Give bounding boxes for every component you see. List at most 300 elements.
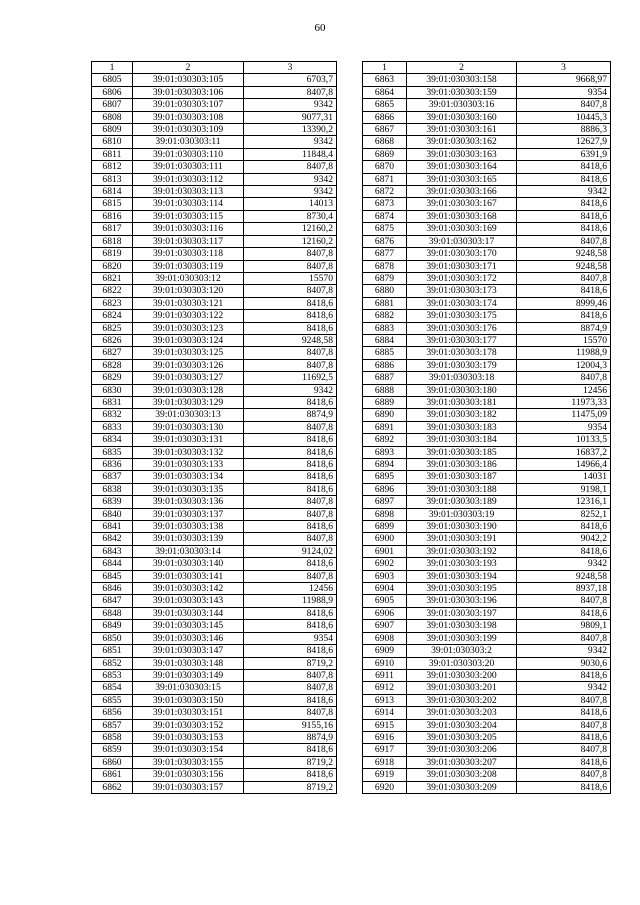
cadastral-number-cell: 39:01:030303:111	[133, 161, 244, 173]
value-cell: 14031	[517, 471, 611, 483]
left-table-body	[92, 62, 337, 794]
row-number-cell: 6863	[363, 74, 407, 86]
value-cell: 8407,8	[244, 508, 337, 520]
value-cell: 8418,6	[244, 744, 337, 756]
cadastral-number-cell: 39:01:030303:174	[407, 297, 517, 309]
table-row	[363, 347, 611, 359]
cadastral-number-cell: 39:01:030303:206	[407, 744, 517, 756]
value-cell: 8418,6	[517, 781, 611, 793]
row-number-cell: 6889	[363, 396, 407, 408]
value-cell: 8874,9	[244, 409, 337, 421]
cadastral-number-cell: 39:01:030303:209	[407, 781, 517, 793]
cadastral-number-cell: 39:01:030303:123	[133, 322, 244, 334]
row-number-cell: 6876	[363, 235, 407, 247]
cadastral-number-cell: 39:01:030303:160	[407, 111, 517, 123]
cadastral-number-cell: 39:01:030303:162	[407, 136, 517, 148]
value-cell: 9342	[517, 682, 611, 694]
table-row	[92, 545, 337, 557]
table-row	[92, 148, 337, 160]
cadastral-number-cell: 39:01:030303:152	[133, 719, 244, 731]
cadastral-number-cell: 39:01:030303:195	[407, 583, 517, 595]
row-number-cell: 6852	[92, 657, 133, 669]
table-row	[363, 124, 611, 136]
cadastral-number-cell: 39:01:030303:172	[407, 272, 517, 284]
table-row	[92, 707, 337, 719]
value-cell: 9342	[244, 186, 337, 198]
table-row	[92, 682, 337, 694]
cadastral-number-cell: 39:01:030303:119	[133, 260, 244, 272]
table-row	[363, 235, 611, 247]
row-number-cell: 6880	[363, 285, 407, 297]
value-cell: 9342	[517, 558, 611, 570]
cadastral-number-cell: 39:01:030303:163	[407, 148, 517, 160]
right-table	[362, 61, 611, 794]
value-cell: 8418,6	[244, 297, 337, 309]
table-row	[92, 124, 337, 136]
value-cell: 8418,6	[244, 645, 337, 657]
row-number-cell: 6807	[92, 99, 133, 111]
table-row	[363, 744, 611, 756]
table-row	[92, 521, 337, 533]
row-number-cell: 6843	[92, 545, 133, 557]
table-row	[92, 421, 337, 433]
header-cell-3: 3	[244, 62, 337, 74]
cadastral-number-cell: 39:01:030303:196	[407, 595, 517, 607]
cadastral-number-cell: 39:01:030303:136	[133, 496, 244, 508]
cadastral-number-cell: 39:01:030303:181	[407, 396, 517, 408]
cadastral-number-cell: 39:01:030303:178	[407, 347, 517, 359]
row-number-cell: 6907	[363, 620, 407, 632]
cadastral-number-cell: 39:01:030303:141	[133, 570, 244, 582]
row-number-cell: 6844	[92, 558, 133, 570]
value-cell: 6703,7	[244, 74, 337, 86]
cadastral-number-cell: 39:01:030303:189	[407, 496, 517, 508]
cadastral-number-cell: 39:01:030303:187	[407, 471, 517, 483]
value-cell: 9030,6	[517, 657, 611, 669]
table-row	[363, 248, 611, 260]
row-number-cell: 6874	[363, 210, 407, 222]
table-row	[92, 483, 337, 495]
cadastral-number-cell: 39:01:030303:155	[133, 756, 244, 768]
table-row	[92, 111, 337, 123]
table-row	[92, 322, 337, 334]
row-number-cell: 6866	[363, 111, 407, 123]
row-number-cell: 6819	[92, 248, 133, 260]
cadastral-number-cell: 39:01:030303:129	[133, 396, 244, 408]
table-row	[363, 384, 611, 396]
cadastral-number-cell: 39:01:030303:121	[133, 297, 244, 309]
value-cell: 9354	[517, 86, 611, 98]
header-cell-2: 2	[407, 62, 517, 74]
table-row	[92, 694, 337, 706]
value-cell: 12456	[517, 384, 611, 396]
table-row	[92, 669, 337, 681]
row-number-cell: 6898	[363, 508, 407, 520]
row-number-cell: 6908	[363, 632, 407, 644]
row-number-cell: 6834	[92, 434, 133, 446]
value-cell: 9354	[244, 632, 337, 644]
row-number-cell: 6829	[92, 372, 133, 384]
value-cell: 8407,8	[244, 707, 337, 719]
cadastral-number-cell: 39:01:030303:203	[407, 707, 517, 719]
table-row	[92, 186, 337, 198]
table-row	[92, 396, 337, 408]
cadastral-number-cell: 39:01:030303:184	[407, 434, 517, 446]
cadastral-number-cell: 39:01:030303:171	[407, 260, 517, 272]
header-cell-1: 1	[92, 62, 133, 74]
value-cell: 9077,31	[244, 111, 337, 123]
table-row	[92, 645, 337, 657]
table-row	[92, 496, 337, 508]
table-row	[363, 707, 611, 719]
cadastral-number-cell: 39:01:030303:11	[133, 136, 244, 148]
value-cell: 12160,2	[244, 235, 337, 247]
table-row	[363, 607, 611, 619]
value-cell: 9354	[517, 421, 611, 433]
cadastral-number-cell: 39:01:030303:132	[133, 446, 244, 458]
cadastral-number-cell: 39:01:030303:110	[133, 148, 244, 160]
table-row	[363, 434, 611, 446]
table-row	[363, 334, 611, 346]
table-row	[92, 235, 337, 247]
cadastral-number-cell: 39:01:030303:167	[407, 198, 517, 210]
row-number-cell: 6847	[92, 595, 133, 607]
cadastral-number-cell: 39:01:030303:149	[133, 669, 244, 681]
row-number-cell: 6836	[92, 459, 133, 471]
cadastral-number-cell: 39:01:030303:194	[407, 570, 517, 582]
table-row	[363, 372, 611, 384]
value-cell: 8407,8	[244, 496, 337, 508]
cadastral-number-cell: 39:01:030303:208	[407, 769, 517, 781]
table-row	[92, 384, 337, 396]
header-cell-2: 2	[133, 62, 244, 74]
row-number-cell: 6861	[92, 769, 133, 781]
table-row	[363, 260, 611, 272]
row-number-cell: 6856	[92, 707, 133, 719]
cadastral-number-cell: 39:01:030303:191	[407, 533, 517, 545]
cadastral-number-cell: 39:01:030303:139	[133, 533, 244, 545]
table-row	[363, 86, 611, 98]
row-number-cell: 6858	[92, 731, 133, 743]
cadastral-number-cell: 39:01:030303:15	[133, 682, 244, 694]
value-cell: 9155,16	[244, 719, 337, 731]
row-number-cell: 6828	[92, 359, 133, 371]
row-number-cell: 6911	[363, 669, 407, 681]
row-number-cell: 6868	[363, 136, 407, 148]
value-cell: 9668,97	[517, 74, 611, 86]
table-row	[92, 744, 337, 756]
cadastral-number-cell: 39:01:030303:105	[133, 74, 244, 86]
value-cell: 8719,2	[244, 781, 337, 793]
value-cell: 8407,8	[517, 99, 611, 111]
cadastral-number-cell: 39:01:030303:145	[133, 620, 244, 632]
table-row	[363, 421, 611, 433]
row-number-cell: 6864	[363, 86, 407, 98]
table-row	[92, 731, 337, 743]
value-cell: 8407,8	[244, 570, 337, 582]
row-number-cell: 6894	[363, 459, 407, 471]
table-row	[363, 508, 611, 520]
row-number-cell: 6883	[363, 322, 407, 334]
value-cell: 8407,8	[517, 694, 611, 706]
row-number-cell: 6918	[363, 756, 407, 768]
cadastral-number-cell: 39:01:030303:168	[407, 210, 517, 222]
value-cell: 9809,1	[517, 620, 611, 632]
cadastral-number-cell: 39:01:030303:116	[133, 223, 244, 235]
table-row	[363, 446, 611, 458]
row-number-cell: 6881	[363, 297, 407, 309]
row-number-cell: 6891	[363, 421, 407, 433]
table-row	[92, 359, 337, 371]
cadastral-number-cell: 39:01:030303:175	[407, 310, 517, 322]
row-number-cell: 6831	[92, 396, 133, 408]
cadastral-number-cell: 39:01:030303:117	[133, 235, 244, 247]
cadastral-number-cell: 39:01:030303:169	[407, 223, 517, 235]
cadastral-number-cell: 39:01:030303:108	[133, 111, 244, 123]
row-number-cell: 6808	[92, 111, 133, 123]
cadastral-number-cell: 39:01:030303:118	[133, 248, 244, 260]
row-number-cell: 6909	[363, 645, 407, 657]
table-row	[92, 533, 337, 545]
value-cell: 8407,8	[244, 533, 337, 545]
header-cell-3: 3	[517, 62, 611, 74]
row-number-cell: 6896	[363, 483, 407, 495]
table-row	[363, 111, 611, 123]
cadastral-number-cell: 39:01:030303:134	[133, 471, 244, 483]
cadastral-number-cell: 39:01:030303:133	[133, 459, 244, 471]
row-number-cell: 6820	[92, 260, 133, 272]
row-number-cell: 6886	[363, 359, 407, 371]
value-cell: 8407,8	[244, 347, 337, 359]
cadastral-number-cell: 39:01:030303:198	[407, 620, 517, 632]
table-row	[363, 210, 611, 222]
cadastral-number-cell: 39:01:030303:186	[407, 459, 517, 471]
table-row	[92, 86, 337, 98]
cadastral-number-cell: 39:01:030303:114	[133, 198, 244, 210]
row-number-cell: 6872	[363, 186, 407, 198]
row-number-cell: 6873	[363, 198, 407, 210]
page-number: 60	[314, 22, 326, 34]
value-cell: 12316,1	[517, 496, 611, 508]
row-number-cell: 6875	[363, 223, 407, 235]
cadastral-number-cell: 39:01:030303:125	[133, 347, 244, 359]
cadastral-number-cell: 39:01:030303:193	[407, 558, 517, 570]
cadastral-number-cell: 39:01:030303:146	[133, 632, 244, 644]
row-number-cell: 6902	[363, 558, 407, 570]
cadastral-number-cell: 39:01:030303:154	[133, 744, 244, 756]
cadastral-number-cell: 39:01:030303:18	[407, 372, 517, 384]
row-number-cell: 6838	[92, 483, 133, 495]
table-row	[92, 583, 337, 595]
value-cell: 8418,6	[244, 471, 337, 483]
value-cell: 8418,6	[517, 545, 611, 557]
table-row	[92, 285, 337, 297]
cadastral-number-cell: 39:01:030303:120	[133, 285, 244, 297]
row-number-cell: 6871	[363, 173, 407, 185]
row-number-cell: 6884	[363, 334, 407, 346]
cadastral-number-cell: 39:01:030303:179	[407, 359, 517, 371]
table-row	[92, 136, 337, 148]
value-cell: 8418,6	[244, 483, 337, 495]
value-cell: 8407,8	[244, 86, 337, 98]
cadastral-number-cell: 39:01:030303:157	[133, 781, 244, 793]
value-cell: 8719,2	[244, 657, 337, 669]
row-number-cell: 6830	[92, 384, 133, 396]
value-cell: 8418,6	[244, 459, 337, 471]
table-row	[92, 595, 337, 607]
table-row	[92, 459, 337, 471]
value-cell: 9342	[244, 173, 337, 185]
value-cell: 8407,8	[244, 682, 337, 694]
cadastral-number-cell: 39:01:030303:106	[133, 86, 244, 98]
cadastral-number-cell: 39:01:030303:142	[133, 583, 244, 595]
value-cell: 9342	[517, 186, 611, 198]
value-cell: 8418,6	[244, 446, 337, 458]
row-number-cell: 6832	[92, 409, 133, 421]
value-cell: 8418,6	[517, 707, 611, 719]
value-cell: 8418,6	[244, 607, 337, 619]
value-cell: 8407,8	[244, 285, 337, 297]
row-number-cell: 6860	[92, 756, 133, 768]
value-cell: 9248,58	[517, 570, 611, 582]
value-cell: 8252,1	[517, 508, 611, 520]
row-number-cell: 6855	[92, 694, 133, 706]
row-number-cell: 6816	[92, 210, 133, 222]
table-row	[92, 161, 337, 173]
table-row	[363, 223, 611, 235]
table-row	[363, 496, 611, 508]
value-cell: 12456	[244, 583, 337, 595]
value-cell: 8407,8	[517, 744, 611, 756]
value-cell: 8407,8	[244, 669, 337, 681]
table-row	[363, 99, 611, 111]
row-number-cell: 6903	[363, 570, 407, 582]
cadastral-number-cell: 39:01:030303:159	[407, 86, 517, 98]
row-number-cell: 6865	[363, 99, 407, 111]
row-number-cell: 6851	[92, 645, 133, 657]
value-cell: 8418,6	[517, 173, 611, 185]
value-cell: 6391,9	[517, 148, 611, 160]
value-cell: 8730,4	[244, 210, 337, 222]
cadastral-number-cell: 39:01:030303:176	[407, 322, 517, 334]
table-row	[92, 210, 337, 222]
table-row	[363, 545, 611, 557]
value-cell: 14966,4	[517, 459, 611, 471]
table-row	[363, 471, 611, 483]
row-number-cell: 6835	[92, 446, 133, 458]
cadastral-number-cell: 39:01:030303:135	[133, 483, 244, 495]
table-row	[363, 558, 611, 570]
table-row	[363, 186, 611, 198]
value-cell: 8407,8	[517, 235, 611, 247]
table-row	[363, 285, 611, 297]
table-row	[92, 446, 337, 458]
value-cell: 11973,33	[517, 396, 611, 408]
row-number-cell: 6859	[92, 744, 133, 756]
cadastral-number-cell: 39:01:030303:127	[133, 372, 244, 384]
cadastral-number-cell: 39:01:030303:148	[133, 657, 244, 669]
cadastral-number-cell: 39:01:030303:17	[407, 235, 517, 247]
cadastral-number-cell: 39:01:030303:165	[407, 173, 517, 185]
value-cell: 8418,6	[244, 620, 337, 632]
value-cell: 15570	[244, 272, 337, 284]
value-cell: 9342	[517, 645, 611, 657]
value-cell: 8418,6	[517, 756, 611, 768]
table-row	[92, 347, 337, 359]
table-row	[363, 657, 611, 669]
value-cell: 8407,8	[517, 372, 611, 384]
table-row	[92, 620, 337, 632]
cadastral-number-cell: 39:01:030303:13	[133, 409, 244, 421]
row-number-cell: 6833	[92, 421, 133, 433]
cadastral-number-cell: 39:01:030303:115	[133, 210, 244, 222]
cadastral-number-cell: 39:01:030303:124	[133, 334, 244, 346]
table-row	[92, 297, 337, 309]
row-number-cell: 6818	[92, 235, 133, 247]
row-number-cell: 6857	[92, 719, 133, 731]
value-cell: 9124,02	[244, 545, 337, 557]
value-cell: 9248,58	[517, 248, 611, 260]
row-number-cell: 6813	[92, 173, 133, 185]
row-number-cell: 6812	[92, 161, 133, 173]
cadastral-number-cell: 39:01:030303:202	[407, 694, 517, 706]
cadastral-number-cell: 39:01:030303:130	[133, 421, 244, 433]
cadastral-number-cell: 39:01:030303:177	[407, 334, 517, 346]
cadastral-number-cell: 39:01:030303:128	[133, 384, 244, 396]
row-number-cell: 6892	[363, 434, 407, 446]
cadastral-number-cell: 39:01:030303:131	[133, 434, 244, 446]
table-row	[92, 260, 337, 272]
cadastral-number-cell: 39:01:030303:20	[407, 657, 517, 669]
cadastral-number-cell: 39:01:030303:207	[407, 756, 517, 768]
table-row	[92, 173, 337, 185]
value-cell: 12160,2	[244, 223, 337, 235]
table-row	[363, 74, 611, 86]
value-cell: 9248,58	[244, 334, 337, 346]
row-number-cell: 6845	[92, 570, 133, 582]
value-cell: 8418,6	[517, 310, 611, 322]
row-number-cell: 6846	[92, 583, 133, 595]
table-row	[363, 682, 611, 694]
value-cell: 8407,8	[244, 359, 337, 371]
row-number-cell: 6841	[92, 521, 133, 533]
table-row	[363, 198, 611, 210]
value-cell: 8418,6	[517, 521, 611, 533]
table-row	[92, 310, 337, 322]
table-row	[92, 570, 337, 582]
table-row	[92, 558, 337, 570]
row-number-cell: 6919	[363, 769, 407, 781]
cadastral-number-cell: 39:01:030303:126	[133, 359, 244, 371]
value-cell: 8418,6	[244, 322, 337, 334]
row-number-cell: 6893	[363, 446, 407, 458]
table-row	[363, 359, 611, 371]
row-number-cell: 6915	[363, 719, 407, 731]
cadastral-number-cell: 39:01:030303:112	[133, 173, 244, 185]
table-row	[92, 434, 337, 446]
row-number-cell: 6920	[363, 781, 407, 793]
table-row	[92, 198, 337, 210]
table-row	[92, 334, 337, 346]
table-row	[363, 310, 611, 322]
cadastral-number-cell: 39:01:030303:153	[133, 731, 244, 743]
table-row	[92, 657, 337, 669]
value-cell: 8886,3	[517, 124, 611, 136]
value-cell: 8418,6	[517, 223, 611, 235]
row-number-cell: 6895	[363, 471, 407, 483]
value-cell: 8937,18	[517, 583, 611, 595]
row-number-cell: 6877	[363, 248, 407, 260]
